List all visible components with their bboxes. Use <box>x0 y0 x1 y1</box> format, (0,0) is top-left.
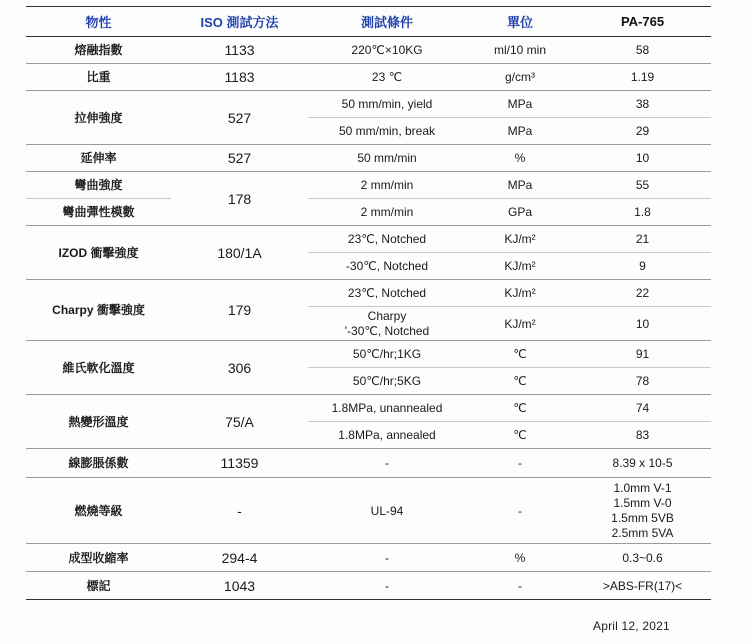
test-condition: - <box>308 544 466 572</box>
unit: - <box>466 572 574 600</box>
test-condition: 23℃, Notched <box>308 280 466 307</box>
property-name: 維氏軟化溫度 <box>26 341 171 395</box>
property-name: IZOD 衝擊強度 <box>26 226 171 280</box>
table-row <box>26 395 711 422</box>
unit: KJ/m² <box>466 307 574 341</box>
unit: ℃ <box>466 395 574 422</box>
test-condition: 23 ℃ <box>308 64 466 91</box>
test-condition: 50 mm/min, break <box>308 118 466 145</box>
test-condition: 50℃/hr;1KG <box>308 341 466 368</box>
unit: KJ/m² <box>466 226 574 253</box>
value-line: 1.0mm V-1 <box>613 480 672 495</box>
property-name: 熔融指數 <box>26 37 171 64</box>
iso-method: 306 <box>171 341 308 395</box>
table-row <box>26 91 711 118</box>
property-name: 彎曲彈性模數 <box>26 199 171 226</box>
value: 9 <box>574 253 711 280</box>
header-unit: 單位 <box>466 7 574 37</box>
test-condition: -30℃, Notched <box>308 253 466 280</box>
table-row <box>26 145 711 172</box>
test-condition <box>308 307 466 341</box>
test-condition: 50 mm/min <box>308 145 466 172</box>
property-name: 比重 <box>26 64 171 91</box>
table-row <box>26 64 711 91</box>
value: 8.39 x 10-5 <box>574 449 711 478</box>
spec-sheet <box>26 6 711 600</box>
unit: ℃ <box>466 368 574 395</box>
iso-method: 294-4 <box>171 544 308 572</box>
value: 74 <box>574 395 711 422</box>
test-condition: 50℃/hr;5KG <box>308 368 466 395</box>
table-row <box>26 226 711 253</box>
unit: % <box>466 544 574 572</box>
property-name: 熱變形溫度 <box>26 395 171 449</box>
value: 91 <box>574 341 711 368</box>
unit: MPa <box>466 118 574 145</box>
iso-method: 11359 <box>171 449 308 478</box>
unit: GPa <box>466 199 574 226</box>
table-row <box>26 199 711 226</box>
document-date: April 12, 2021 <box>593 619 670 633</box>
value: 58 <box>574 37 711 64</box>
iso-method: 1133 <box>171 37 308 64</box>
property-name: 燃燒等級 <box>26 478 171 544</box>
iso-method: 179 <box>171 280 308 341</box>
value: 1.19 <box>574 64 711 91</box>
iso-method: 1043 <box>171 572 308 600</box>
test-condition: UL-94 <box>308 478 466 544</box>
test-condition: 1.8MPa, unannealed <box>308 395 466 422</box>
value: 10 <box>574 145 711 172</box>
value-line: 2.5mm 5VA <box>611 525 674 540</box>
properties-table <box>26 6 711 600</box>
table-row <box>26 172 711 199</box>
iso-method: - <box>171 478 308 544</box>
test-condition: - <box>308 572 466 600</box>
value: 29 <box>574 118 711 145</box>
table-row <box>26 37 711 64</box>
test-condition: 50 mm/min, yield <box>308 91 466 118</box>
table-row <box>26 572 711 600</box>
table-row <box>26 341 711 368</box>
table-row <box>26 449 711 478</box>
test-condition: 2 mm/min <box>308 199 466 226</box>
iso-method: 527 <box>171 91 308 145</box>
value <box>574 478 711 544</box>
value-line: 1.5mm 5VB <box>611 510 674 525</box>
unit: KJ/m² <box>466 253 574 280</box>
unit: % <box>466 145 574 172</box>
value-line: 1.5mm V-0 <box>613 495 672 510</box>
value: 78 <box>574 368 711 395</box>
unit: - <box>466 478 574 544</box>
header-iso: ISO 測試方法 <box>171 7 308 37</box>
iso-method: 75/A <box>171 395 308 449</box>
unit: g/cm³ <box>466 64 574 91</box>
unit: ℃ <box>466 422 574 449</box>
value: >ABS-FR(17)< <box>574 572 711 600</box>
iso-method: 1183 <box>171 64 308 91</box>
value: 38 <box>574 91 711 118</box>
test-condition: 220℃×10KG <box>308 37 466 64</box>
value: 1.8 <box>574 199 711 226</box>
test-condition: 23℃, Notched <box>308 226 466 253</box>
property-name: 拉伸強度 <box>26 91 171 145</box>
iso-method: 178 <box>171 172 308 226</box>
property-name: 線膨脹係數 <box>26 449 171 478</box>
value: 22 <box>574 280 711 307</box>
test-condition: 1.8MPa, annealed <box>308 422 466 449</box>
test-condition: - <box>308 449 466 478</box>
property-name: 標記 <box>26 572 171 600</box>
value: 21 <box>574 226 711 253</box>
property-name: 彎曲強度 <box>26 172 171 199</box>
header-grade: PA-765 <box>574 7 711 37</box>
unit: - <box>466 449 574 478</box>
property-name: 成型收縮率 <box>26 544 171 572</box>
table-row <box>26 478 711 544</box>
header-condition: 測試條件 <box>308 7 466 37</box>
table-row <box>26 280 711 307</box>
value: 10 <box>574 307 711 341</box>
value: 83 <box>574 422 711 449</box>
iso-method: 527 <box>171 145 308 172</box>
property-name: 延伸率 <box>26 145 171 172</box>
value: 55 <box>574 172 711 199</box>
iso-method: 180/1A <box>171 226 308 280</box>
value: 0.3~0.6 <box>574 544 711 572</box>
condition-line: Charpy <box>367 308 407 323</box>
unit: ℃ <box>466 341 574 368</box>
condition-line: '-30℃, Notched <box>344 323 430 338</box>
table-row <box>26 544 711 572</box>
header-row <box>26 7 711 37</box>
unit: MPa <box>466 91 574 118</box>
test-condition: 2 mm/min <box>308 172 466 199</box>
unit: MPa <box>466 172 574 199</box>
unit: ml/10 min <box>466 37 574 64</box>
property-name: Charpy 衝擊強度 <box>26 280 171 341</box>
header-property: 物性 <box>26 7 171 37</box>
unit: KJ/m² <box>466 280 574 307</box>
